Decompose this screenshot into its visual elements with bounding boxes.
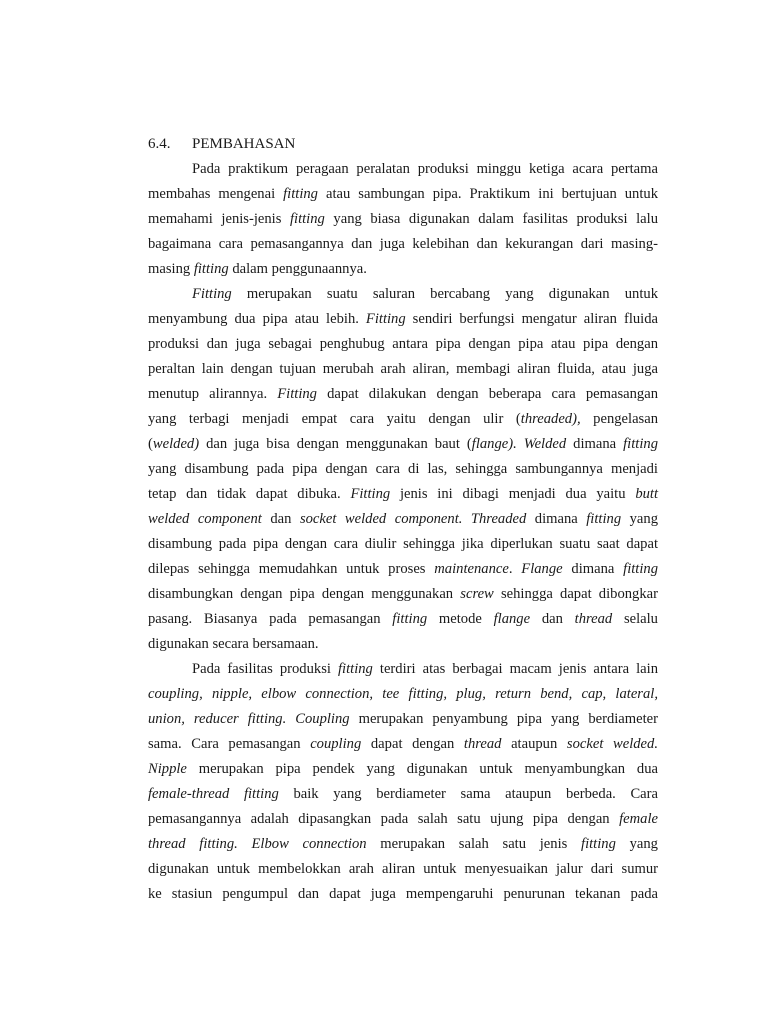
text-run: yang disambung pada pipa dengan cara di las, sehingga sambungannya menjadi (148, 461, 658, 477)
italic-term: welded component (148, 511, 262, 527)
text-run: pemasangannya adalah dipasangkan pada salah satu ujung pipa dengan (148, 811, 620, 827)
text-run: menutup alirannya. (148, 386, 278, 402)
text-run: yang (615, 836, 658, 852)
text-run: merupakan salah satu jenis (366, 836, 582, 852)
text-line (148, 182, 658, 207)
text-run: dan (530, 611, 575, 627)
text-run: dimana (562, 561, 624, 577)
text-run: digunakan secara bersamaan. (148, 636, 319, 652)
text-line (148, 557, 658, 582)
text-run: dalam penggunaannya. (228, 261, 367, 277)
italic-term: fitting (623, 561, 659, 577)
section-number: 6.4. (148, 136, 171, 152)
section-title: PEMBAHASAN (192, 136, 296, 152)
text-line (148, 282, 658, 307)
text-run: masing (148, 261, 194, 277)
text-run: dan juga bisa dengan menggunakan baut ( (199, 436, 472, 452)
text-line (148, 207, 658, 232)
text-run: ke stasiun pengumpul dan dapat juga mempengaruhi penurunan tekanan pada (148, 886, 658, 902)
text-line (148, 507, 658, 532)
body-text (148, 157, 658, 907)
text-run: digunakan untuk membelokkan arah aliran untuk menyesuaikan jalur dari sumur (148, 861, 658, 877)
text-line (148, 657, 658, 682)
text-line (148, 307, 658, 332)
text-line (148, 757, 658, 782)
text-run: Pada fasilitas produksi (192, 661, 338, 677)
text-run: tetap dan tidak dapat dibuka. (148, 486, 351, 502)
italic-term: flange). Welded (471, 436, 567, 452)
italic-term: union, reducer fitting. Coupling (148, 711, 350, 727)
text-line (148, 807, 658, 832)
text-line (148, 882, 658, 907)
text-run: Pada praktikum peragaan peralatan produksi minggu ketiga acara pertama (192, 161, 658, 177)
text-line (148, 582, 658, 607)
italic-term: maintenance (434, 561, 509, 577)
text-run: metode (427, 611, 494, 627)
text-run: sama. Cara pemasangan (148, 736, 311, 752)
text-run: baik yang berdiameter sama ataupun berbeda. Cara (278, 786, 658, 802)
text-run: sehingga dapat dibongkar (493, 586, 658, 602)
text-line (148, 432, 658, 457)
italic-term: fitting (586, 511, 622, 527)
italic-term: Nipple (148, 761, 187, 777)
text-line (148, 332, 658, 357)
italic-term: flange (493, 611, 531, 627)
italic-term: Fitting (192, 286, 232, 302)
text-run: dimana (566, 436, 624, 452)
italic-term: thread fitting. Elbow connection (148, 836, 367, 852)
text-run: jenis ini dibagi menjadi dua yaitu (390, 486, 636, 502)
text-run: dilepas sehingga memudahkan untuk proses (148, 561, 435, 577)
text-line (148, 707, 658, 732)
italic-term: fitting (193, 261, 229, 277)
italic-term: Fitting (277, 386, 317, 402)
italic-term: welded) (152, 436, 200, 452)
text-line (148, 782, 658, 807)
text-run: merupakan penyambung pipa yang berdiameter (349, 711, 658, 727)
italic-term: threaded), (520, 411, 581, 427)
text-run: ataupun (501, 736, 567, 752)
italic-term: butt (635, 486, 659, 502)
text-line (148, 732, 658, 757)
text-run: dimana (526, 511, 587, 527)
italic-term: Fitting (350, 486, 391, 502)
italic-term: female (619, 811, 658, 827)
text-line (148, 457, 658, 482)
text-run: selalu (612, 611, 658, 627)
text-run: dan (261, 511, 300, 527)
text-run: pasang. Biasanya pada pemasangan (148, 611, 393, 627)
italic-term: fitting (623, 436, 658, 452)
text-line (148, 482, 658, 507)
text-run: merupakan pipa pendek yang digunakan untuk menyambungkan dua (186, 761, 658, 777)
text-line (148, 382, 658, 407)
text-run: . (508, 561, 522, 577)
italic-term: Fitting (365, 311, 406, 327)
text-run: membahas mengenai (148, 186, 284, 202)
document-page (148, 132, 658, 907)
text-run: memahami jenis-jenis (148, 211, 290, 227)
text-run: atau sambungan pipa. Praktikum ini bertujuan untuk (317, 186, 658, 202)
italic-term: socket welded component. Threaded (299, 511, 527, 527)
italic-term: fitting (289, 211, 325, 227)
text-line (148, 357, 658, 382)
italic-term: Flange (521, 561, 563, 577)
text-run: yang (621, 511, 658, 527)
italic-term: fitting (283, 186, 318, 202)
text-run: dapat dengan (361, 736, 464, 752)
text-run: sendiri berfungsi mengatur aliran fluida (405, 311, 659, 327)
text-run: disambungkan dengan pipa dengan menggunakan (148, 586, 461, 602)
text-line (148, 632, 658, 657)
italic-term: female-thread fitting (148, 786, 279, 802)
italic-term: socket welded. (566, 736, 658, 752)
section-heading (148, 132, 658, 157)
text-run: menyambung dua pipa atau lebih. (148, 311, 366, 327)
italic-term: coupling, nipple, elbow connection, tee fitting, plug, return bend, cap, lateral, (148, 686, 658, 702)
text-line (148, 857, 658, 882)
text-run: produksi dan juga sebagai penghubug antara pipa dengan pipa atau pipa dengan (148, 336, 658, 352)
italic-term: thread (574, 611, 613, 627)
text-run: merupakan suatu saluran bercabang yang digunakan untuk (231, 286, 658, 302)
italic-term: coupling (310, 736, 362, 752)
text-line (148, 832, 658, 857)
text-line (148, 407, 658, 432)
text-line (148, 607, 658, 632)
text-run: yang terbagi menjadi empat cara yaitu dengan ulir ( (148, 411, 521, 427)
text-run: disambung pada pipa dengan cara diulir sehingga jika diperlukan suatu saat dapat (148, 536, 658, 552)
italic-term: thread (463, 736, 502, 752)
text-run: ( (148, 436, 153, 452)
text-line (148, 257, 658, 282)
text-line (148, 157, 658, 182)
text-line (148, 682, 658, 707)
text-run: peraltan lain dengan tujuan merubah arah aliran, membagi aliran fluida, atau juga (148, 361, 658, 377)
text-run: dapat dilakukan dengan beberapa cara pemasangan (316, 386, 658, 402)
text-line (148, 232, 658, 257)
text-run: terdiri atas berbagai macam jenis antara lain (372, 661, 658, 677)
text-run: yang biasa digunakan dalam fasilitas produksi lalu (324, 211, 658, 227)
italic-term: fitting (337, 661, 373, 677)
text-run: bagaimana cara pemasangannya dan juga kelebihan dan kekurangan dari masing- (148, 236, 658, 252)
text-line (148, 532, 658, 557)
text-run: pengelasan (580, 411, 658, 427)
italic-term: fitting (581, 836, 616, 852)
italic-term: screw (460, 586, 494, 602)
italic-term: fitting (392, 611, 428, 627)
